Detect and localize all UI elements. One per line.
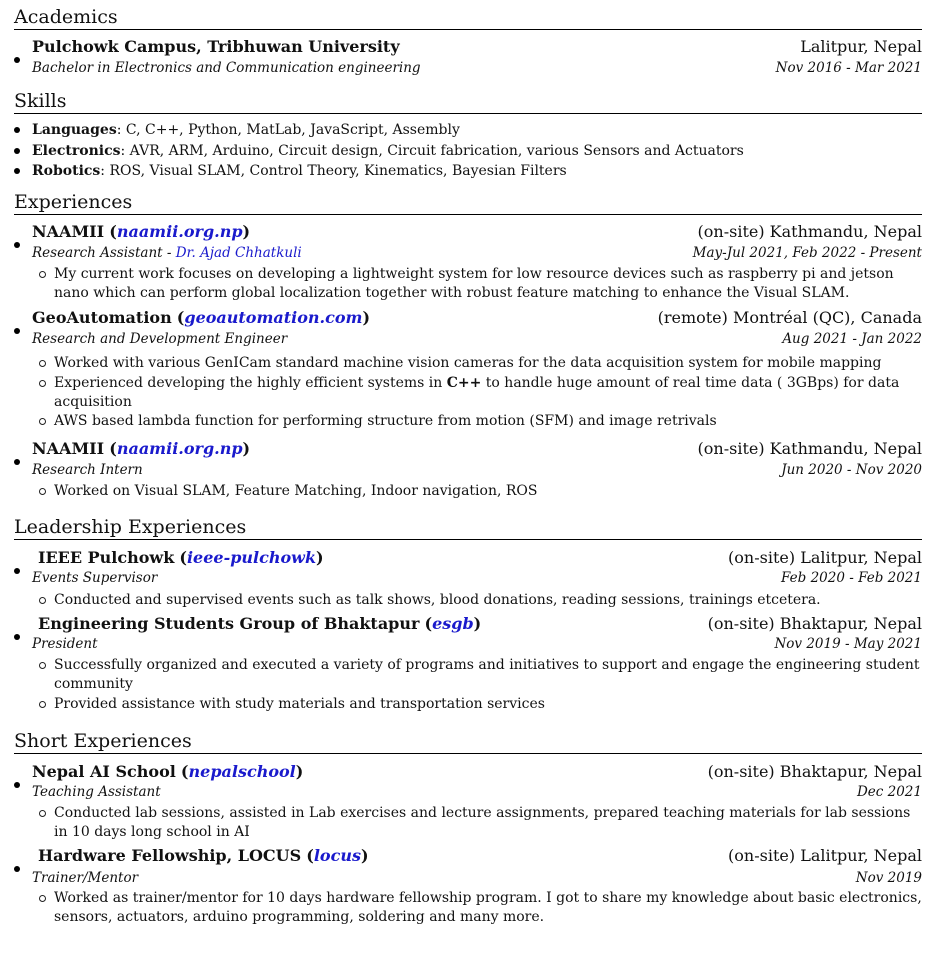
skill-value: : C, C++, Python, MatLab, JavaScript, Assembly	[116, 122, 460, 138]
circle-bullet-icon	[39, 418, 46, 425]
circle-bullet-icon	[39, 662, 46, 669]
bullet-icon	[14, 328, 20, 334]
circle-bullet-icon	[39, 360, 46, 367]
circle-bullet-icon	[39, 597, 46, 604]
skill-label: Languages	[32, 122, 117, 138]
bullet-icon	[14, 168, 20, 174]
bullet-icon	[14, 782, 20, 788]
org-link[interactable]: naamii.org.np	[116, 439, 243, 458]
bullet-icon	[14, 866, 20, 872]
org-link[interactable]: locus	[313, 846, 361, 865]
bullet-icon	[14, 459, 20, 465]
section-title: Experiences	[14, 191, 922, 215]
list-item: AWS based lambda function for performing structure from motion (SFM) and image retrivals	[54, 412, 922, 431]
list-item: Worked as trainer/mentor for 10 days hardware fellowship program. I got to share my knowledge about basic electronics, sensors, actuators, arduino programming, soldering and many more.	[54, 889, 922, 927]
circle-bullet-icon	[39, 380, 46, 387]
bullet-icon	[14, 57, 20, 63]
section-short-experiences	[14, 730, 922, 754]
org-link[interactable]: geoautomation.com	[184, 308, 363, 327]
role-dates: Aug 2021 - Jan 2022	[782, 331, 922, 347]
role: Events Supervisor	[32, 570, 158, 586]
circle-bullet-icon	[39, 701, 46, 708]
org-location: (on-site) Kathmandu, Nepal	[697, 222, 922, 241]
circle-bullet-icon	[39, 810, 46, 817]
org-link[interactable]: nepalschool	[188, 762, 296, 781]
org-name: Nepal AI School	[32, 762, 176, 781]
circle-bullet-icon	[39, 271, 46, 278]
org-name: NAAMII	[32, 222, 105, 241]
org-link[interactable]: esgb	[432, 614, 474, 633]
org-location: (on-site) Kathmandu, Nepal	[697, 439, 922, 458]
bullet-icon	[14, 568, 20, 574]
bullet-icon	[14, 148, 20, 154]
skill-label: Robotics	[32, 163, 101, 179]
list-item: Worked with various GenICam standard machine vision cameras for the data acquisition system for mobile mapping	[54, 354, 922, 373]
skill-value: : AVR, ARM, Arduino, Circuit design, Circuit fabrication, various Sensors and Actuators	[120, 143, 744, 159]
org-location: (on-site) Lalitpur, Nepal	[728, 548, 922, 567]
advisor-link[interactable]: Dr. Ajad Chhatkuli	[175, 245, 302, 261]
list-item: Experienced developing the highly efficient systems in C++ to handle huge amount of real time data ( 3GBps) for data acquisition	[54, 374, 922, 412]
section-skills	[14, 90, 922, 114]
role-dates: Nov 2019 - May 2021	[774, 636, 922, 652]
section-title: Leadership Experiences	[14, 516, 922, 540]
degree-dates: Nov 2016 - Mar 2021	[775, 60, 922, 76]
org-location: (on-site) Bhaktapur, Nepal	[707, 614, 922, 633]
list-item: Conducted and supervised events such as talk shows, blood donations, reading sessions, trainings etcetera.	[54, 591, 922, 610]
role-dates: May-Jul 2021, Feb 2022 - Present	[692, 245, 922, 261]
circle-bullet-icon	[39, 488, 46, 495]
role-dates: Dec 2021	[856, 784, 922, 800]
org-name: Engineering Students Group of Bhaktapur	[38, 614, 420, 633]
section-title: Academics	[14, 6, 922, 30]
org-location: (remote) Montréal (QC), Canada	[657, 308, 922, 327]
list-item: Successfully organized and executed a variety of programs and initiatives to support and engage the engineering student community	[54, 656, 922, 694]
role-dates: Feb 2020 - Feb 2021	[781, 570, 922, 586]
degree: Bachelor in Electronics and Communication engineering	[32, 60, 421, 76]
circle-bullet-icon	[39, 895, 46, 902]
org-name: NAAMII	[32, 439, 105, 458]
role: Research Assistant -	[32, 245, 176, 261]
list-item: Provided assistance with study materials and transportation services	[54, 695, 922, 714]
list-item: Conducted lab sessions, assisted in Lab exercises and lecture assignments, prepared teaching materials for lab sessions in 10 days long school in AI	[54, 804, 922, 842]
org-name: GeoAutomation	[32, 308, 172, 327]
school-name: Pulchowk Campus, Tribhuwan University	[32, 37, 400, 56]
list-item: Worked on Visual SLAM, Feature Matching, Indoor navigation, ROS	[54, 482, 922, 501]
org-location: (on-site) Lalitpur, Nepal	[728, 846, 922, 865]
org-name: IEEE Pulchowk	[38, 548, 175, 567]
role: Research and Development Engineer	[32, 331, 288, 347]
role: Research Intern	[32, 462, 143, 478]
bullet-icon	[14, 127, 20, 133]
bullet-icon	[14, 634, 20, 640]
org-link[interactable]: ieee-pulchowk	[186, 548, 317, 567]
role-dates: Jun 2020 - Nov 2020	[781, 462, 922, 478]
school-location: Lalitpur, Nepal	[800, 37, 922, 56]
bullet-icon	[14, 242, 20, 248]
skill-label: Electronics	[32, 143, 121, 159]
role: President	[32, 636, 98, 652]
section-title: Short Experiences	[14, 730, 922, 754]
section-leadership	[14, 516, 922, 540]
org-name: Hardware Fellowship, LOCUS	[38, 846, 302, 865]
role: Trainer/Mentor	[32, 870, 139, 886]
role-dates: Nov 2019	[855, 870, 922, 886]
skill-value: : ROS, Visual SLAM, Control Theory, Kinematics, Bayesian Filters	[100, 163, 567, 179]
org-link[interactable]: naamii.org.np	[116, 222, 243, 241]
role: Teaching Assistant	[32, 784, 161, 800]
section-academics	[14, 6, 922, 30]
section-title: Skills	[14, 90, 922, 114]
section-experiences	[14, 191, 922, 215]
list-item: My current work focuses on developing a lightweight system for low resource devices such as raspberry pi and jetson nano which can perform global localization together with robust feature matching to enhance the Visual SLAM.	[54, 265, 922, 303]
org-location: (on-site) Bhaktapur, Nepal	[707, 762, 922, 781]
